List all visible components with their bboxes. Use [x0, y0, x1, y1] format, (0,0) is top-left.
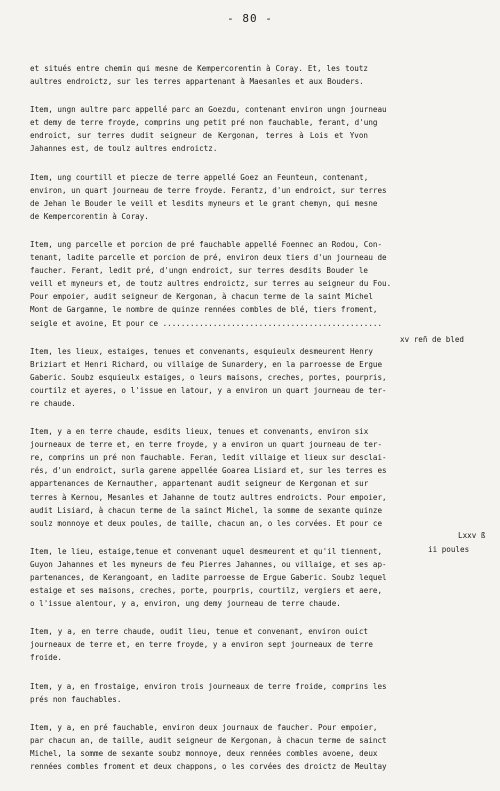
- paragraph: [30, 545, 387, 610]
- text-line: Item, le lieu, estaige,tenue et convenant uquel desmeurent et qu'il tiennent,: [30, 546, 383, 556]
- text-line: et demy de terre froyde, comprins ung petit pré non fauchable, ferant, d'ung: [30, 118, 378, 128]
- text-line: de Kempercorentin à Coray.: [30, 211, 149, 221]
- text-line: Mont de Gargamne, le nombre de quinze rennées combles de blé, tiers froment,: [30, 305, 378, 315]
- page-number: - 80 -: [227, 12, 273, 25]
- text-line: Item, y a, en pré fauchable, environ deux journaux de faucher. Pour empoier,: [30, 722, 378, 732]
- text-line: Item, y a en terre chaude, esdits lieux, tenues et convenants, environ six: [30, 427, 369, 437]
- text-line: rés, d'un endroict, surla garene appellée Goarea Lisiard et, sur les terres es: [30, 466, 387, 476]
- text-line: Item, ung parcelle et porcion de pré fauchable appellé Foennec an Rodou, Con-: [30, 239, 383, 249]
- paragraph: [30, 345, 387, 410]
- text-line: aultres endroictz, sur les terres appartenant à Maesanles et aux Bouders.: [30, 77, 364, 87]
- text-line: courtilz et ayeres, o l'issue en latour, y a environ un quart journeau de ter-: [30, 385, 387, 395]
- paragraph: [30, 680, 387, 706]
- text-line: partenances, de Kerangoant, en ladite parroesse de Ergue Gaberic. Soubz lequel: [30, 573, 387, 582]
- text-line: et situés entre chemin qui mesne de Kempercorentin à Coray. Et, les toutz: [30, 64, 368, 73]
- text-line: rennées combles froment et deux chappons, o les corvées des droictz de Meultay: [30, 762, 387, 772]
- document-body: [30, 62, 392, 788]
- text-line: faucher. Ferant, ledit pré, d'ungn endroict, sur terres desdits Bouder le: [30, 266, 368, 276]
- paragraph: [30, 171, 387, 223]
- text-line: Item, ung courtill et piecze de terre appellé Goez an Feunteun, contenant,: [30, 172, 369, 182]
- paragraph: [30, 425, 387, 530]
- text-line: Item, y a, en terre chaude, oudit lieu, tenue et convenant, environ ouict: [30, 627, 368, 637]
- text-line: tenant, ladite parcelle et porcion de pré, environ deux tiers d'un journeau de: [30, 253, 387, 263]
- text-line: estaige et ses maisons, creches, porte, pourpris, courtilz, vergiers et aere,: [30, 586, 383, 596]
- text-line: veill et myneurs et, de toutz aultres endroictz, sur terres au seigneur du Fou.: [30, 279, 392, 289]
- text-line: o l'issue alentour, y a, environ, ung demy journeau de terre chaude.: [30, 599, 341, 609]
- text-line: Item, y a, en frostaige, environ trois journeaux de terre froide, comprins les: [30, 681, 387, 691]
- text-line: environ, un quart journeau de terre froyde. Ferantz, d'un endroict, sur terres: [30, 185, 387, 195]
- text-line: Item, les lieux, estaiges, tenues et convenants, esquieulx desmeurent Henry: [30, 346, 373, 356]
- text-line: Jahannes est, de toulz aultres endroictz.: [30, 144, 218, 154]
- text-line: froide.: [30, 653, 63, 663]
- paragraph: [30, 721, 387, 773]
- text-line: prés non fauchables.: [30, 694, 122, 704]
- margin-note-poules: ii poules: [428, 545, 470, 554]
- margin-note-bled: xv reñ de bled: [400, 335, 465, 344]
- text-line: Briziart et Henri Richard, ou villaige de Sunardery, en la parroesse de Ergue: [30, 359, 383, 369]
- text-line: Pour empoier, audit seigneur de Kergonan, à chacun terme de la saint Michel: [30, 292, 373, 302]
- text-line: re chaude.: [30, 398, 76, 408]
- text-line: Gaberic. Soubz esquieulx estaiges, o leurs maisons, creches, portes, pourpris,: [30, 372, 387, 382]
- text-line: re, comprins un pré non fauchable. Feran, ledit villaige et lieux sur desclai-: [30, 453, 387, 463]
- text-line: seigle et avoine, Et pour ce ................................................: [30, 318, 383, 328]
- text-line: endroict, sur terres dudit seigneur de Kergonan, terres à Lois et Yvon: [30, 131, 368, 141]
- paragraph: [30, 625, 373, 664]
- margin-note-sous: Lxxv ß: [458, 531, 486, 540]
- text-line: de Jehan le Bouder le veill et lesdits myneurs et le grant chemyn, qui mesne: [30, 198, 378, 208]
- text-line: Item, ungn aultre parc appellé parc an Goezdu, contenant environ ungn journeau: [30, 105, 387, 115]
- text-line: terres à Kernou, Mesanles et Jahanne de toutz aultres endroicts. Pour empoier,: [30, 492, 387, 502]
- text-line: soulz monnoye et deux poules, de taille, chacun an, o les corvées. Et pour ce: [30, 518, 383, 528]
- text-line: Guyon Jahannes et les myneurs de feu Pierres Jahannes, ou villaige, et ses ap-: [30, 559, 387, 569]
- paragraph: [30, 62, 368, 88]
- text-line: appartenances de Kernauther, appartenant audit seigneur de Kergonan et sur: [30, 479, 369, 489]
- paragraph: [30, 103, 387, 155]
- text-line: audit Lisiard, à chacun terme de la sainct Michel, la somme de sexante quinze: [30, 505, 383, 515]
- text-line: journeaux de terre et, en terre froyde, y a environ sept journeaux de terre: [30, 640, 373, 650]
- text-line: par chacun an, de taille, audit seigneur de Kergonan, à chacun terme de sainct: [30, 735, 387, 745]
- paragraph: [30, 238, 392, 330]
- text-line: journeaux de terre et, en terre froyde, y a environ un quart journeau de ter-: [30, 440, 383, 450]
- text-line: Michel, la somme de sexante soubz monnoye, deux rennées combles avoene, deux: [30, 748, 378, 758]
